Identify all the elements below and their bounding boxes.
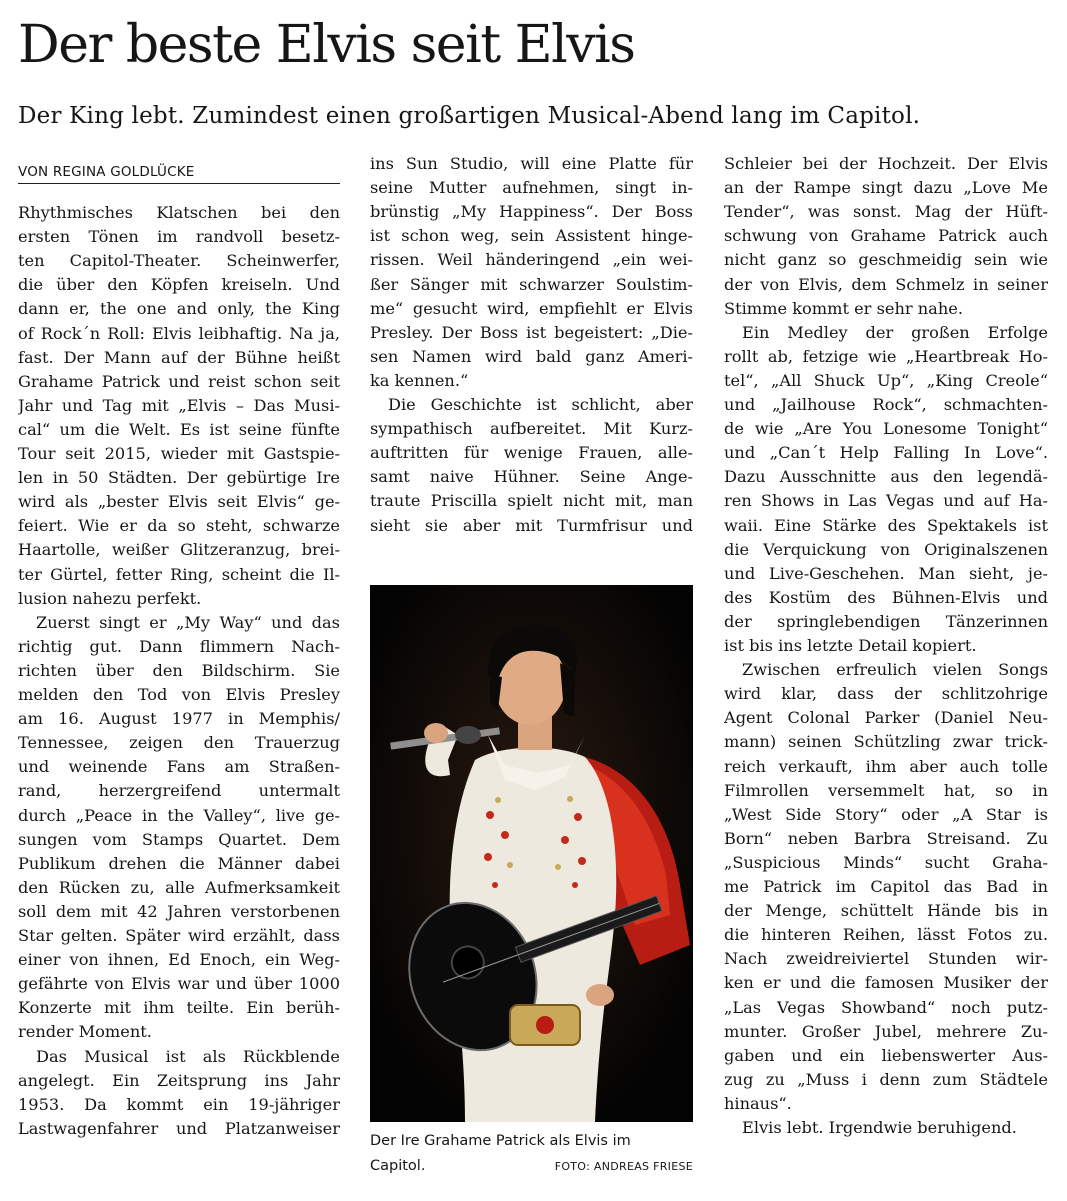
- photo-caption-line: Capitol.: [370, 1158, 426, 1174]
- article-text-line: Rhythmisches Klatschen bei den: [18, 203, 340, 222]
- article-text-line: de wie „Are You Lonesome Tonight“: [724, 419, 1048, 439]
- article-text-line: ist schon weg, sein Assistent hinge-: [370, 226, 693, 246]
- article-text-line: Tour seit 2015, wieder mit Gastspie-: [18, 444, 340, 463]
- article-text-line: rand, herzergreifend untermalt: [18, 781, 340, 801]
- article-text-line: die hinteren Reihen, lässt Fotos zu.: [724, 925, 1048, 945]
- article-text-line: an der Rampe singt dazu „Love Me: [724, 178, 1048, 198]
- article-text-line: „Las Vegas Showband“ noch putz-: [724, 997, 1048, 1017]
- elvis-performer-image: [370, 585, 693, 1122]
- article-text-line: Zuerst singt er „My Way“ und das: [36, 612, 340, 632]
- article-text-line: ten Capitol-Theater. Scheinwerfer,: [18, 251, 340, 271]
- article-text-line: zug zu „Muss i denn zum Städtele: [724, 1069, 1048, 1089]
- article-text-line: Grahame Patrick und reist schon seit: [18, 371, 340, 391]
- article-text-line: Ein Medley der großen Erfolge: [742, 322, 1048, 342]
- article-text-line: Stimme kommt er sehr nahe.: [724, 298, 963, 318]
- article-text-line: ter Gürtel, fetter Ring, scheint die Il-: [18, 564, 340, 584]
- article-text-line: und „Can´t Help Falling In Love“.: [724, 443, 1048, 463]
- article-text-line: Star gelten. Später wird erzählt, dass: [18, 926, 340, 945]
- article-text-line: Das Musical ist als Rückblende: [36, 1046, 340, 1066]
- article-text-line: den Rücken zu, alle Aufmerksamkeit: [18, 877, 340, 897]
- article-text-line: feiert. Wie er da so steht, schwarze: [18, 516, 340, 536]
- article-text-line: einer von ihnen, Ed Enoch, ein Weg-: [18, 950, 340, 970]
- article-text-line: ken er und die famosen Musiker der: [724, 973, 1048, 993]
- article-text-line: Elvis lebt. Irgendwie beruhigend.: [742, 1118, 1017, 1137]
- article-text-line: 1953. Da kommt ein 19-jähriger: [18, 1094, 340, 1114]
- article-text-line: munter. Großer Jubel, mehrere Zu-: [724, 1021, 1048, 1041]
- article-text-line: der von Elvis, dem Schmelz in seiner: [724, 274, 1048, 294]
- article-text-line: „West Side Story“ oder „A Star is: [724, 804, 1048, 824]
- article-text-line: ins Sun Studio, will eine Platte für: [370, 154, 693, 173]
- article-text-line: mann) seinen Schützling zwar trick-: [724, 732, 1048, 752]
- article-text-line: die Verquickung von Originalszenen: [724, 539, 1048, 559]
- article-text-line: hinaus“.: [724, 1093, 792, 1113]
- byline: VON REGINA GOLDLÜCKE: [18, 162, 340, 184]
- article-text-line: cal“ um die Welt. Es ist seine fünfte: [18, 419, 340, 439]
- article-text-line: sen Namen wird bald ganz Ameri-: [370, 346, 693, 366]
- article-text-line: schwung von Grahame Patrick auch: [724, 226, 1048, 246]
- article-text-line: lusion nahezu perfekt.: [18, 588, 202, 608]
- article-text-line: Tennessee, zeigen den Trauerzug: [18, 733, 340, 753]
- article-text-line: traute Priscilla spielt nicht mit, man: [370, 491, 693, 511]
- headline: Der beste Elvis seit Elvis: [18, 15, 635, 75]
- article-text-line: Haartolle, weißer Glitzeranzug, brei-: [18, 540, 340, 560]
- article-text-line: ßer Sänger mit schwarzer Soulstim-: [370, 274, 693, 294]
- article-text-line: Zwischen erfreulich vielen Songs: [742, 660, 1048, 680]
- article-text-line: und Live-Geschehen. Man sieht, je-: [724, 563, 1048, 583]
- article-text-line: sympathisch aufbereitet. Mit Kurz-: [370, 419, 693, 439]
- article-text-line: len in 50 Städten. Der gebürtige Ire: [18, 468, 340, 488]
- article-text-line: waii. Eine Stärke des Spektakels ist: [724, 515, 1048, 535]
- article-text-line: rollt ab, fetzige wie „Heartbreak Ho-: [724, 346, 1048, 366]
- article-text-line: tel“, „All Shuck Up“, „King Creole“: [724, 370, 1048, 390]
- article-text-line: Lastwagenfahrer und Platzanweiser: [18, 1118, 340, 1138]
- article-text-line: des Kostüm des Bühnen-Elvis und: [724, 587, 1048, 607]
- article-text-line: gefährte von Elvis war und über 1000: [18, 974, 340, 994]
- article-text-line: soll dem mit 42 Jahren verstorbenen: [18, 901, 340, 921]
- article-text-line: richtig gut. Dann flimmern Nach-: [18, 636, 340, 656]
- subheadline: Der King lebt. Zumindest einen großartigen Musical-Abend lang im Capitol.: [18, 103, 921, 129]
- article-text-line: und „Jailhouse Rock“, schmachten-: [724, 395, 1048, 414]
- article-text-line: sungen vom Stamps Quartet. Dem: [18, 829, 340, 849]
- article-text-line: die über den Köpfen kreiseln. Und: [18, 275, 340, 295]
- article-text-line: nicht ganz so geschmeidig sein wie: [724, 250, 1048, 270]
- article-text-line: und weinende Fans am Straßen-: [18, 757, 340, 777]
- article-text-line: angelegt. Ein Zeitsprung ins Jahr: [18, 1070, 340, 1090]
- article-text-line: wird als „bester Elvis seit Elvis“ ge-: [18, 492, 340, 512]
- article-text-line: richten über den Bildschirm. Sie: [18, 660, 340, 680]
- article-text-line: gaben und ein liebenswerter Aus-: [724, 1045, 1048, 1065]
- article-text-line: Filmrollen versemmelt hat, so in: [724, 780, 1048, 800]
- article-text-line: me Patrick im Capitol das Bad in: [724, 877, 1048, 896]
- article-text-line: Presley. Der Boss ist begeistert: „Die-: [370, 322, 693, 342]
- article-text-line: sieht sie aber mit Turmfrisur und: [370, 515, 693, 535]
- article-text-line: reich verkauft, ihm aber auch tolle: [724, 756, 1048, 776]
- article-text-line: me“ gesucht wird, empfiehlt er Elvis: [370, 298, 693, 318]
- article-text-line: rissen. Weil händeringend „ein wei-: [370, 250, 693, 270]
- article-text-line: ersten Tönen im randvoll besetz-: [18, 227, 340, 247]
- article-text-line: der Menge, schüttelt Hände bis in: [724, 901, 1048, 921]
- article-text-line: wird klar, dass der schlitzohrige: [724, 684, 1048, 704]
- article-text-line: of Rock´n Roll: Elvis leibhaftig. Na ja,: [18, 323, 340, 343]
- article-text-line: Dazu Ausschnitte aus den legendä-: [724, 467, 1048, 487]
- article-text-line: ren Shows in Las Vegas und auf Ha-: [724, 491, 1048, 511]
- article-text-line: seine Mutter aufnehmen, singt in-: [370, 178, 693, 198]
- article-text-line: durch „Peace in the Valley“, live ge-: [18, 805, 340, 825]
- article-text-line: Jahr und Tag mit „Elvis – Das Musi-: [18, 395, 340, 415]
- article-text-line: am 16. August 1977 in Memphis/: [18, 709, 340, 729]
- article-text-line: Konzerte mit ihm teilte. Ein berüh-: [18, 998, 340, 1018]
- article-text-line: „Suspicious Minds“ sucht Graha-: [724, 852, 1048, 872]
- article-text-line: brünstig „My Happiness“. Der Boss: [370, 202, 693, 222]
- article-text-line: samt naive Hühner. Seine Ange-: [370, 467, 693, 487]
- article-text-line: melden den Tod von Elvis Presley: [18, 685, 340, 704]
- photo-caption-line: Der Ire Grahame Patrick als Elvis im: [370, 1133, 631, 1149]
- article-text-line: Agent Colonal Parker (Daniel Neu-: [724, 708, 1048, 728]
- article-text-line: ka kennen.“: [370, 370, 469, 390]
- article-text-line: render Moment.: [18, 1022, 152, 1042]
- article-text-line: Nach zweidreiviertel Stunden wir-: [724, 949, 1048, 969]
- article-text-line: ist bis ins letzte Detail kopiert.: [724, 636, 977, 655]
- article-text-line: der springlebendigen Tänzerinnen: [724, 611, 1048, 631]
- article-photo: [370, 585, 693, 1122]
- article-text-line: Die Geschichte ist schlicht, aber: [388, 395, 693, 414]
- article-text-line: dann er, the one and only, the King: [18, 299, 340, 319]
- article-text-line: Publikum drehen die Männer dabei: [18, 853, 340, 873]
- article-text-line: Tender“, was sonst. Mag der Hüft-: [724, 202, 1048, 222]
- article-text-line: fast. Der Mann auf der Bühne heißt: [18, 347, 340, 367]
- article-text-line: Schleier bei der Hochzeit. Der Elvis: [724, 154, 1048, 173]
- article-text-line: auftritten für wenige Frauen, alle-: [370, 443, 693, 463]
- article-text-line: Born“ neben Barbra Streisand. Zu: [724, 828, 1048, 848]
- photo-credit: FOTO: ANDREAS FRIESE: [554, 1160, 693, 1173]
